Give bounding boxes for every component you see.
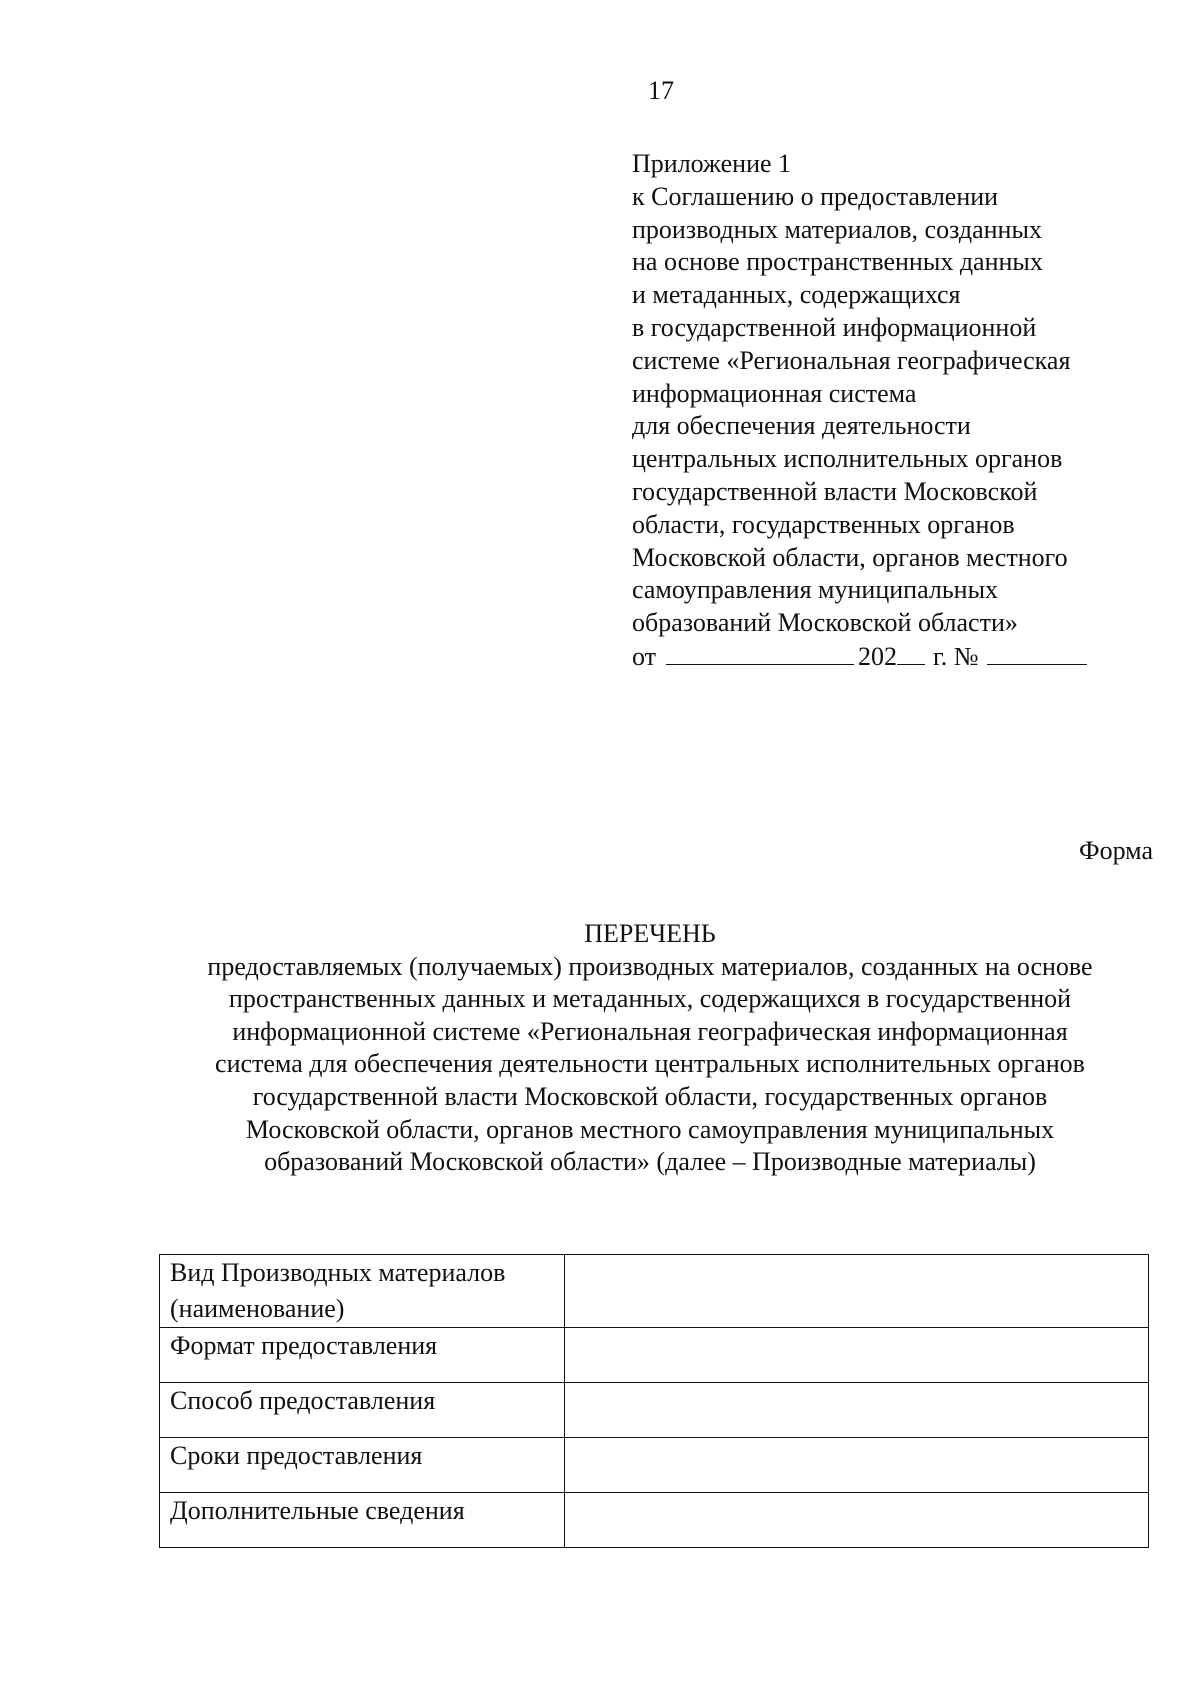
row-label: Дополнительные сведения [160, 1493, 565, 1548]
row-label: Способ предоставления [160, 1383, 565, 1438]
year-prefix: 202 [858, 641, 898, 671]
title-line: Московской области, органов местного самоуправления муниципальных [245, 1114, 1055, 1144]
title-line: предоставляемых (получаемых) производных материалов, созданных на основе [207, 951, 1093, 981]
row-label: Вид Производных материалов (наименование) [160, 1255, 565, 1328]
date-prefix: от [632, 641, 657, 671]
table-row [160, 1493, 1149, 1548]
appendix-line: системе «Региональная географическая [632, 345, 1071, 375]
page-number: 17 [648, 76, 674, 105]
appendix-line: информационная система [632, 378, 917, 408]
appendix-line: образований Московской области» [632, 608, 1018, 638]
row-label: Сроки предоставления [160, 1438, 565, 1493]
row-value [565, 1328, 1149, 1383]
appendix-line: на основе пространственных данных [632, 247, 1043, 277]
appendix-line: в государственной информационной [632, 312, 1037, 342]
row-value [565, 1383, 1149, 1438]
table-row [160, 1438, 1149, 1493]
title-heading: ПЕРЕЧЕНЬ [584, 919, 716, 948]
appendix-line: к Соглашению о предоставлении [632, 181, 999, 211]
number-blank [987, 640, 1087, 665]
title-line: образований Московской области» (далее – Производные материалы) [264, 1147, 1036, 1177]
document-title [150, 918, 1150, 1179]
appendix-line: самоуправления муниципальных [632, 575, 999, 605]
appendix-line: Приложение 1 [632, 149, 792, 178]
row-value [565, 1438, 1149, 1493]
appendix-line: и метаданных, содержащихся [632, 280, 961, 310]
date-blank [666, 640, 854, 665]
year-blank [897, 640, 925, 665]
form-label: Форма [1079, 836, 1153, 865]
materials-table [159, 1254, 1149, 1548]
row-value [565, 1493, 1149, 1548]
appendix-line: центральных исполнительных органов [632, 444, 1063, 474]
title-line: пространственных данных и метаданных, содержащихся в государственной [228, 984, 1072, 1014]
agreement-date-line [632, 640, 1152, 674]
appendix-line: для обеспечения деятельности [632, 411, 971, 441]
appendix-line: области, государственных органов [632, 509, 1015, 539]
title-line: государственной власти Московской области, государственных органов [252, 1081, 1048, 1111]
title-line: информационной системе «Региональная географическая информационная [232, 1016, 1068, 1046]
appendix-line: Московской области, органов местного [632, 542, 1068, 572]
title-line: система для обеспечения деятельности центральных исполнительных органов [215, 1049, 1085, 1079]
table-row [160, 1328, 1149, 1383]
number-label: г. № [933, 641, 979, 671]
appendix-line: производных материалов, созданных [632, 214, 1042, 244]
appendix-line: государственной власти Московской [632, 476, 1038, 506]
table-row [160, 1255, 1149, 1328]
appendix-block [632, 148, 1152, 674]
row-label: Формат предоставления [160, 1328, 565, 1383]
table-row [160, 1383, 1149, 1438]
row-value [565, 1255, 1149, 1328]
